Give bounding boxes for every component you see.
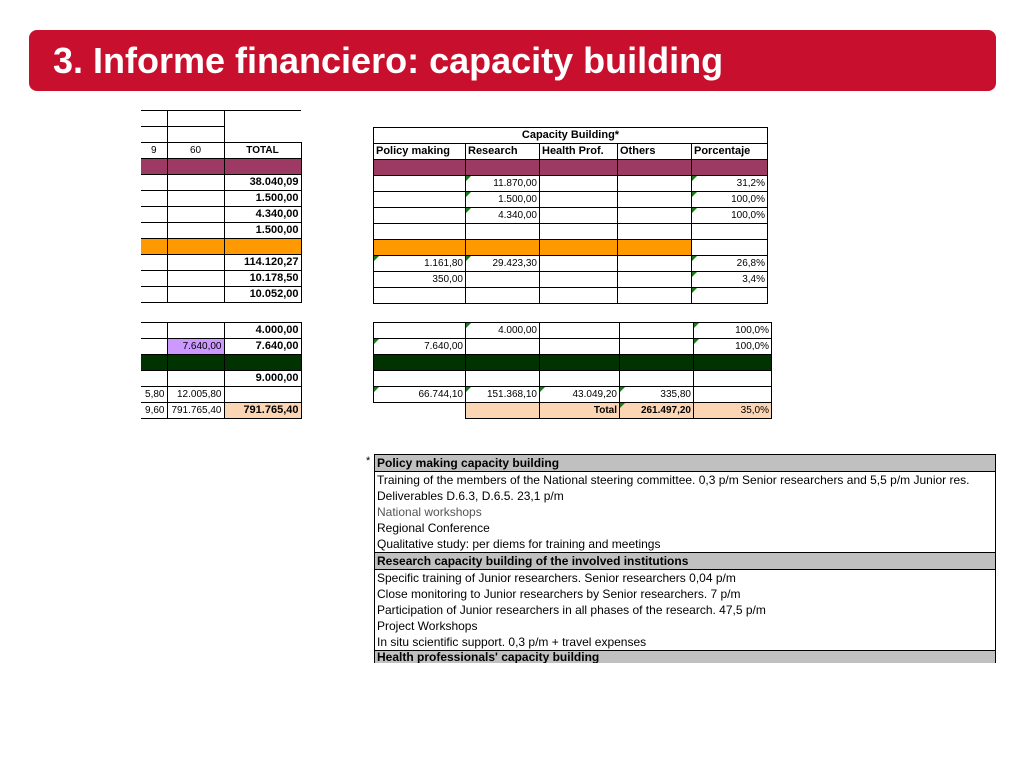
table-row: 4.000,00 100,0% (374, 323, 772, 339)
band-purple (374, 160, 768, 176)
left-spreadsheet (141, 110, 302, 303)
table-row: 10.178,50 (141, 271, 301, 287)
table-row: 114.120,27 (141, 255, 301, 271)
table-row (374, 288, 768, 304)
list-item: Close monitoring to Junior researchers by Senior researchers. 7 p/m (375, 586, 996, 602)
table-row: 1.161,80 29.423,30 26,8% (374, 256, 768, 272)
list-item: Training of the members of the National steering committee. 0,3 p/m Senior researchers and 5,5 p/m Junior res. (375, 472, 996, 489)
table-title: Capacity Building* (374, 128, 768, 144)
table-row: 1.500,00 100,0% (374, 192, 768, 208)
table-row: 1.500,00 (141, 191, 301, 207)
table-row: 9.000,00 (141, 371, 301, 387)
table-row: 5,80 12.005,80 (141, 387, 301, 403)
blank-row (141, 111, 301, 127)
table-row (374, 371, 772, 387)
total-percentage: 35,0% (694, 403, 772, 419)
table-row: 4.000,00 (141, 323, 301, 339)
list-item: Project Workshops (375, 618, 996, 634)
table-row (374, 224, 768, 240)
lavender-cell: 7.640,00 (167, 339, 224, 355)
list-item: Specific training of Junior researchers. Senior researchers 0,04 p/m (375, 570, 996, 587)
section-heading: Health professionals' capacity building (375, 651, 996, 664)
table-row: 7.640,00 7.640,00 (141, 339, 301, 355)
table-title-row (374, 128, 768, 144)
list-item: National workshops (375, 504, 996, 520)
list-item: Qualitative study: per diems for training and meetings (375, 536, 996, 553)
total-value: 261.497,20 (620, 403, 694, 419)
header-cell: 9 (141, 143, 167, 159)
band-orange (141, 239, 301, 255)
slide-title: 3. Informe financiero: capacity building (29, 30, 996, 91)
header-row (141, 143, 301, 159)
section-heading: Policy making capacity building (375, 455, 996, 472)
header-others: Others (618, 144, 692, 160)
header-row (374, 144, 768, 160)
footnote-asterisk: * (366, 455, 371, 467)
table-row: 9,60 791.765,40 791.765,40 (141, 403, 301, 419)
capacity-building-table (373, 127, 768, 304)
capacity-building-description (374, 454, 996, 663)
list-item: Regional Conference (375, 520, 996, 536)
header-porcentaje: Porcentaje (692, 144, 768, 160)
header-cell: 60 (167, 143, 224, 159)
table-row: 66.744,10 151.368,10 43.049,20 335,80 (374, 387, 772, 403)
table-row: 38.040,09 (141, 175, 301, 191)
table-row: 350,00 3,4% (374, 272, 768, 288)
header-policy-making: Policy making (374, 144, 466, 160)
table-row: 10.052,00 (141, 287, 301, 303)
left-spreadsheet-lower (141, 322, 302, 419)
total-row (374, 403, 772, 419)
band-orange-row (374, 240, 768, 256)
blank-row (141, 127, 301, 143)
table-row: 7.640,00 100,0% (374, 339, 772, 355)
grand-total-cell: 791.765,40 (224, 403, 301, 419)
header-health-prof: Health Prof. (540, 144, 618, 160)
list-item: In situ scientific support. 0,3 p/m + travel expenses (375, 634, 996, 651)
table-row: 4.340,00 (141, 207, 301, 223)
table-row: 11.870,00 31,2% (374, 176, 768, 192)
table-row: 4.340,00 100,0% (374, 208, 768, 224)
header-total: TOTAL (224, 143, 301, 159)
list-item: Deliverables D.6.3, D.6.5. 23,1 p/m (375, 488, 996, 504)
capacity-building-table-lower (373, 322, 772, 419)
total-label: Total (540, 403, 620, 419)
section-heading: Research capacity building of the involved institutions (375, 553, 996, 570)
band-purple (141, 159, 301, 175)
band-green (374, 355, 772, 371)
header-research: Research (466, 144, 540, 160)
table-row: 1.500,00 (141, 223, 301, 239)
list-item: Participation of Junior researchers in all phases of the research. 47,5 p/m (375, 602, 996, 618)
band-green (141, 355, 301, 371)
